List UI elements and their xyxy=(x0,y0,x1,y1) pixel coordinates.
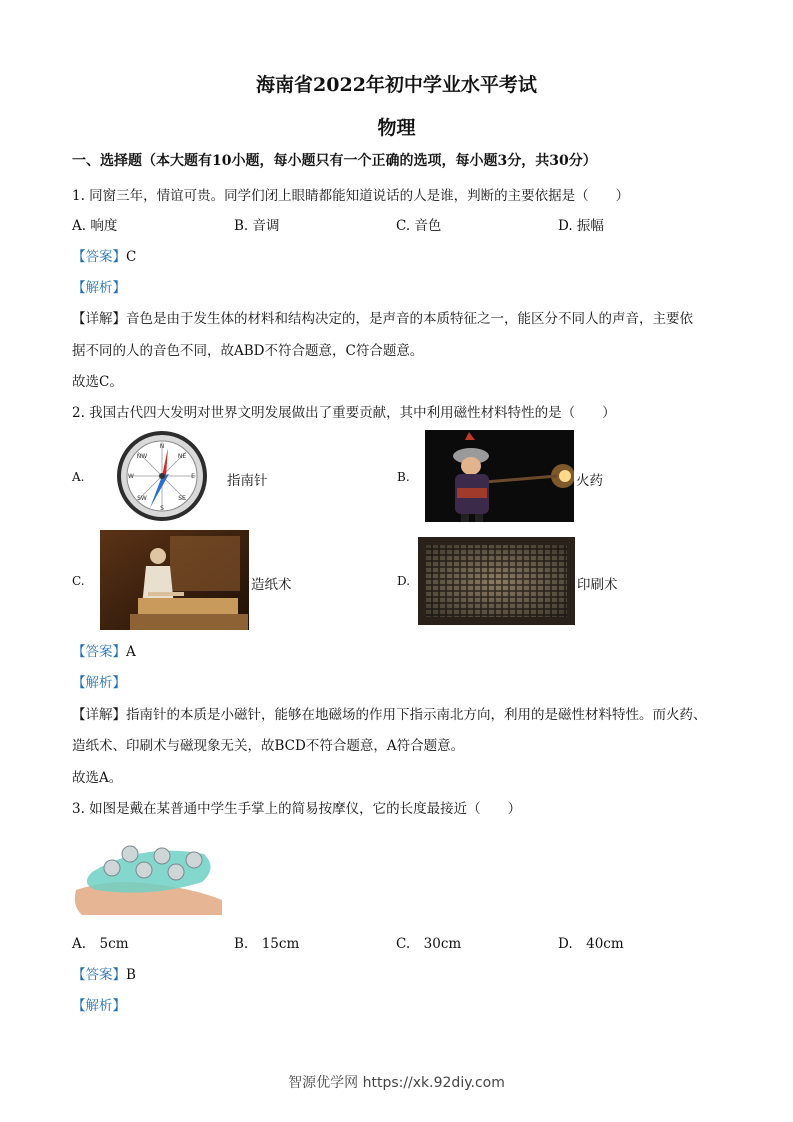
compass-letter-s: S xyxy=(160,505,164,512)
gunpowder-image xyxy=(425,430,574,522)
q1-conclusion: 故选C。 xyxy=(72,374,123,390)
q3-answer xyxy=(72,963,136,983)
papermaking-image xyxy=(100,530,249,630)
q1-detail-line1 xyxy=(72,307,693,327)
answer-value: B xyxy=(126,967,136,983)
q2-option-c-letter: C. xyxy=(72,574,85,588)
section-heading: 一、选择题（本大题有10小题，每小题只有一个正确的选项，每小题3分，共30分） xyxy=(72,153,597,169)
document-title: 海南省2022年初中学业水平考试 xyxy=(256,74,537,96)
q2-option-a-letter: A. xyxy=(72,470,85,484)
printing-image xyxy=(418,537,575,625)
q1-detail-line2: 据不同的人的音色不同，故ABD不符合题意，C符合题意。 xyxy=(72,343,424,359)
detail-text: 音色是由于发生体的材料和结构决定的，是声音的本质特征之一，能区分不同人的声音，主要依 xyxy=(126,311,693,327)
detail-tag: 【详解】 xyxy=(72,311,126,327)
compass-letter-e: E xyxy=(191,473,195,480)
answer-value: C xyxy=(126,249,137,265)
compass-letter-n: N xyxy=(159,443,165,450)
subject-title: 物理 xyxy=(377,117,416,139)
q1-option-a: A. 响度 xyxy=(72,218,118,234)
q2-conclusion: 故选A。 xyxy=(72,770,123,786)
q1-option-d: D. 振幅 xyxy=(558,218,604,234)
detail-tag: 【详解】 xyxy=(72,707,126,723)
answer-value: A xyxy=(126,644,136,660)
q2-option-d-letter: D. xyxy=(397,574,411,588)
q2-option-a-label: 指南针 xyxy=(227,473,268,489)
compass-letter-se: SE xyxy=(178,495,186,502)
q1-answer xyxy=(72,245,136,265)
q3-analysis-tag: 【解析】 xyxy=(72,998,126,1014)
q2-answer xyxy=(72,640,136,660)
answer-tag: 【答案】 xyxy=(72,967,126,983)
compass-letter-nw: NW xyxy=(136,453,148,460)
q1-option-c: C. 音色 xyxy=(396,218,442,234)
q2-option-d-label: 印刷术 xyxy=(577,577,618,593)
q2-option-b-label: 火药 xyxy=(576,473,603,489)
compass-letter-sw: SW xyxy=(137,495,147,502)
question-2-stem: 2. 我国古代四大发明对世界文明发展做出了重要贡献，其中利用磁性材料特性的是（ ） xyxy=(72,405,616,421)
q3-option-c: C. 30cm xyxy=(396,936,462,952)
q2-detail-line1 xyxy=(72,703,707,723)
question-3-stem: 3. 如图是戴在某普通中学生手掌上的简易按摩仪，它的长度最接近（ ） xyxy=(72,801,522,817)
compass-letter-w: W xyxy=(128,473,134,480)
compass-letter-ne: NE xyxy=(177,453,187,460)
q3-option-d: D. 40cm xyxy=(558,936,624,952)
q1-option-b: B. 音调 xyxy=(234,218,280,234)
q3-option-a: A. 5cm xyxy=(72,936,129,952)
q3-option-b: B. 15cm xyxy=(234,936,300,952)
question-1-stem: 1. 同窗三年，情谊可贵。同学们闭上眼睛都能知道说话的人是谁，判断的主要依据是（ ） xyxy=(72,188,630,204)
detail-text: 指南针的本质是小磁针，能够在地磁场的作用下指示南北方向，利用的是磁性材料特性。而火药、 xyxy=(126,707,707,723)
q1-analysis-tag: 【解析】 xyxy=(72,280,126,296)
compass-image xyxy=(114,430,210,522)
q2-option-b-letter: B. xyxy=(397,470,410,484)
answer-tag: 【答案】 xyxy=(72,644,126,660)
footer-watermark: 智源优学网 https://xk.92diy.com xyxy=(288,1075,505,1091)
q2-analysis-tag: 【解析】 xyxy=(72,675,126,691)
answer-tag: 【答案】 xyxy=(72,249,126,265)
q2-option-c-label: 造纸术 xyxy=(251,577,292,593)
q2-detail-line2: 造纸术、印刷术与磁现象无关，故BCD不符合题意，A符合题意。 xyxy=(72,738,465,754)
massager-image xyxy=(72,828,224,915)
